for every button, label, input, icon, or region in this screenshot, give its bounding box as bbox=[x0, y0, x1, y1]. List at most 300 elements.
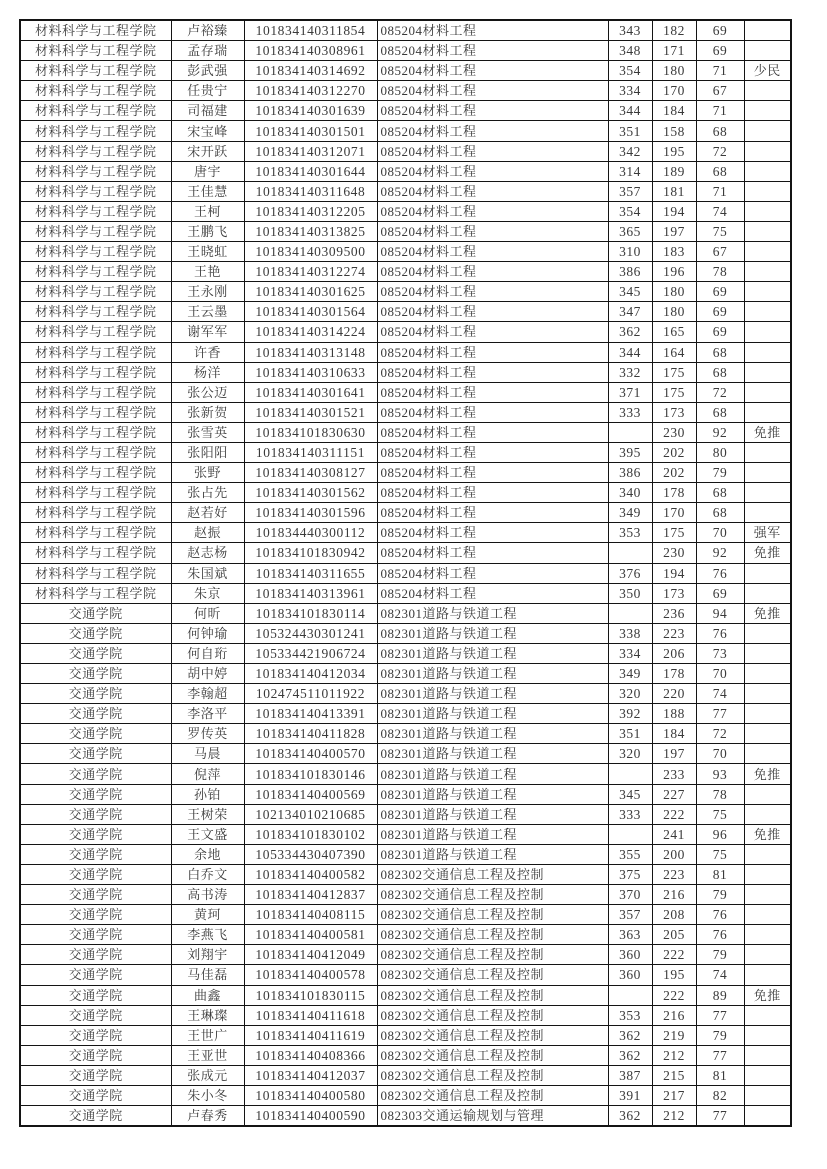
cell-remark: 免推 bbox=[744, 422, 791, 442]
cell-name: 张雪英 bbox=[171, 422, 244, 442]
cell-score-3: 81 bbox=[696, 1065, 744, 1085]
cell-score-3: 72 bbox=[696, 382, 744, 402]
cell-score-1: 314 bbox=[608, 161, 652, 181]
cell-candidate-number: 101834140412837 bbox=[244, 885, 377, 905]
cell-score-2: 208 bbox=[652, 905, 696, 925]
cell-remark bbox=[744, 282, 791, 302]
cell-score-3: 68 bbox=[696, 161, 744, 181]
cell-remark bbox=[744, 322, 791, 342]
cell-college: 交通学院 bbox=[20, 1085, 171, 1105]
cell-major: 082302交通信息工程及控制 bbox=[377, 925, 608, 945]
cell-candidate-number: 101834140412037 bbox=[244, 1065, 377, 1085]
cell-name: 王晓虹 bbox=[171, 242, 244, 262]
cell-name: 朱京 bbox=[171, 583, 244, 603]
cell-name: 宋宝峰 bbox=[171, 121, 244, 141]
cell-candidate-number: 101834140412049 bbox=[244, 945, 377, 965]
cell-college: 交通学院 bbox=[20, 945, 171, 965]
cell-name: 马佳磊 bbox=[171, 965, 244, 985]
cell-score-2: 183 bbox=[652, 242, 696, 262]
table-row bbox=[20, 342, 791, 362]
cell-score-2: 173 bbox=[652, 402, 696, 422]
table-row bbox=[20, 905, 791, 925]
cell-name: 卢裕臻 bbox=[171, 20, 244, 41]
table-row bbox=[20, 945, 791, 965]
cell-name: 白乔文 bbox=[171, 864, 244, 884]
cell-score-1: 386 bbox=[608, 262, 652, 282]
table-row bbox=[20, 61, 791, 81]
cell-major: 082302交通信息工程及控制 bbox=[377, 864, 608, 884]
cell-score-1: 362 bbox=[608, 322, 652, 342]
cell-remark: 免推 bbox=[744, 543, 791, 563]
cell-score-1: 333 bbox=[608, 402, 652, 422]
cell-major: 082302交通信息工程及控制 bbox=[377, 985, 608, 1005]
cell-major: 085204材料工程 bbox=[377, 422, 608, 442]
cell-major: 082301道路与铁道工程 bbox=[377, 744, 608, 764]
cell-college: 材料科学与工程学院 bbox=[20, 221, 171, 241]
cell-remark bbox=[744, 302, 791, 322]
table-row bbox=[20, 81, 791, 101]
cell-major: 085204材料工程 bbox=[377, 201, 608, 221]
cell-candidate-number: 101834140400581 bbox=[244, 925, 377, 945]
cell-candidate-number: 101834140301625 bbox=[244, 282, 377, 302]
cell-candidate-number: 101834140312274 bbox=[244, 262, 377, 282]
cell-name: 彭武强 bbox=[171, 61, 244, 81]
cell-score-2: 212 bbox=[652, 1106, 696, 1127]
cell-name: 余地 bbox=[171, 844, 244, 864]
cell-score-1: 310 bbox=[608, 242, 652, 262]
cell-candidate-number: 105334421906724 bbox=[244, 643, 377, 663]
table-row bbox=[20, 503, 791, 523]
cell-major: 085204材料工程 bbox=[377, 81, 608, 101]
cell-score-2: 219 bbox=[652, 1025, 696, 1045]
cell-college: 交通学院 bbox=[20, 704, 171, 724]
cell-score-2: 227 bbox=[652, 784, 696, 804]
cell-name: 赵志杨 bbox=[171, 543, 244, 563]
cell-name: 唐宇 bbox=[171, 161, 244, 181]
cell-score-2: 202 bbox=[652, 463, 696, 483]
cell-college: 交通学院 bbox=[20, 744, 171, 764]
cell-score-3: 77 bbox=[696, 1106, 744, 1127]
cell-candidate-number: 101834140301639 bbox=[244, 101, 377, 121]
cell-college: 交通学院 bbox=[20, 824, 171, 844]
cell-score-3: 69 bbox=[696, 41, 744, 61]
cell-score-3: 68 bbox=[696, 503, 744, 523]
cell-name: 何钟瑜 bbox=[171, 623, 244, 643]
cell-remark bbox=[744, 242, 791, 262]
cell-score-2: 188 bbox=[652, 704, 696, 724]
cell-candidate-number: 101834140400590 bbox=[244, 1106, 377, 1127]
cell-major: 082301道路与铁道工程 bbox=[377, 724, 608, 744]
cell-score-1: 320 bbox=[608, 744, 652, 764]
cell-score-1 bbox=[608, 764, 652, 784]
cell-name: 张新贺 bbox=[171, 402, 244, 422]
cell-college: 材料科学与工程学院 bbox=[20, 503, 171, 523]
cell-name: 王鹏飞 bbox=[171, 221, 244, 241]
cell-remark bbox=[744, 41, 791, 61]
cell-remark: 免推 bbox=[744, 824, 791, 844]
cell-major: 082302交通信息工程及控制 bbox=[377, 945, 608, 965]
cell-remark bbox=[744, 1045, 791, 1065]
cell-score-1: 387 bbox=[608, 1065, 652, 1085]
cell-college: 交通学院 bbox=[20, 643, 171, 663]
cell-remark bbox=[744, 744, 791, 764]
cell-score-3: 68 bbox=[696, 402, 744, 422]
cell-score-3: 75 bbox=[696, 221, 744, 241]
cell-college: 材料科学与工程学院 bbox=[20, 121, 171, 141]
cell-score-3: 69 bbox=[696, 282, 744, 302]
cell-score-2: 165 bbox=[652, 322, 696, 342]
table-row bbox=[20, 322, 791, 342]
cell-score-1 bbox=[608, 422, 652, 442]
cell-score-1: 320 bbox=[608, 684, 652, 704]
cell-score-3: 94 bbox=[696, 603, 744, 623]
cell-score-2: 217 bbox=[652, 1085, 696, 1105]
table-row bbox=[20, 382, 791, 402]
table-row bbox=[20, 101, 791, 121]
cell-candidate-number: 101834140400570 bbox=[244, 744, 377, 764]
cell-major: 085204材料工程 bbox=[377, 563, 608, 583]
cell-score-3: 89 bbox=[696, 985, 744, 1005]
cell-college: 材料科学与工程学院 bbox=[20, 442, 171, 462]
cell-score-2: 216 bbox=[652, 1005, 696, 1025]
table-row bbox=[20, 885, 791, 905]
table-row bbox=[20, 463, 791, 483]
cell-score-2: 233 bbox=[652, 764, 696, 784]
cell-candidate-number: 101834140412034 bbox=[244, 664, 377, 684]
cell-remark bbox=[744, 221, 791, 241]
cell-remark bbox=[744, 442, 791, 462]
cell-candidate-number: 101834140314692 bbox=[244, 61, 377, 81]
cell-score-2: 220 bbox=[652, 684, 696, 704]
cell-score-1: 357 bbox=[608, 181, 652, 201]
cell-score-2: 178 bbox=[652, 664, 696, 684]
cell-score-1: 353 bbox=[608, 1005, 652, 1025]
cell-score-3: 76 bbox=[696, 905, 744, 925]
cell-college: 材料科学与工程学院 bbox=[20, 342, 171, 362]
cell-name: 朱小冬 bbox=[171, 1085, 244, 1105]
cell-name: 王佳慧 bbox=[171, 181, 244, 201]
cell-score-2: 215 bbox=[652, 1065, 696, 1085]
table-row bbox=[20, 623, 791, 643]
cell-candidate-number: 101834140400569 bbox=[244, 784, 377, 804]
cell-college: 材料科学与工程学院 bbox=[20, 20, 171, 41]
cell-score-3: 92 bbox=[696, 543, 744, 563]
cell-major: 085204材料工程 bbox=[377, 543, 608, 563]
cell-college: 交通学院 bbox=[20, 764, 171, 784]
cell-name: 黄珂 bbox=[171, 905, 244, 925]
cell-college: 材料科学与工程学院 bbox=[20, 61, 171, 81]
cell-score-2: 195 bbox=[652, 141, 696, 161]
cell-remark bbox=[744, 864, 791, 884]
cell-score-1: 392 bbox=[608, 704, 652, 724]
cell-name: 刘翔宇 bbox=[171, 945, 244, 965]
cell-score-3: 76 bbox=[696, 563, 744, 583]
cell-major: 085204材料工程 bbox=[377, 101, 608, 121]
cell-score-1: 375 bbox=[608, 864, 652, 884]
cell-college: 交通学院 bbox=[20, 603, 171, 623]
cell-name: 张成元 bbox=[171, 1065, 244, 1085]
cell-score-2: 170 bbox=[652, 503, 696, 523]
cell-major: 082302交通信息工程及控制 bbox=[377, 1025, 608, 1045]
cell-score-1: 334 bbox=[608, 643, 652, 663]
cell-remark: 免推 bbox=[744, 764, 791, 784]
table-row bbox=[20, 262, 791, 282]
cell-major: 085204材料工程 bbox=[377, 483, 608, 503]
cell-score-1: 351 bbox=[608, 724, 652, 744]
cell-college: 交通学院 bbox=[20, 905, 171, 925]
table-row bbox=[20, 1005, 791, 1025]
cell-candidate-number: 101834140308961 bbox=[244, 41, 377, 61]
cell-score-3: 76 bbox=[696, 623, 744, 643]
cell-candidate-number: 101834140301644 bbox=[244, 161, 377, 181]
table-row bbox=[20, 402, 791, 422]
cell-college: 交通学院 bbox=[20, 1045, 171, 1065]
table-row bbox=[20, 242, 791, 262]
cell-college: 材料科学与工程学院 bbox=[20, 262, 171, 282]
cell-name: 孙铂 bbox=[171, 784, 244, 804]
cell-score-1: 360 bbox=[608, 965, 652, 985]
cell-score-3: 71 bbox=[696, 61, 744, 81]
cell-candidate-number: 102474511011922 bbox=[244, 684, 377, 704]
cell-score-3: 70 bbox=[696, 744, 744, 764]
table-row bbox=[20, 181, 791, 201]
cell-score-1: 342 bbox=[608, 141, 652, 161]
cell-college: 材料科学与工程学院 bbox=[20, 322, 171, 342]
cell-college: 材料科学与工程学院 bbox=[20, 81, 171, 101]
cell-name: 张野 bbox=[171, 463, 244, 483]
cell-major: 082301道路与铁道工程 bbox=[377, 764, 608, 784]
cell-candidate-number: 101834140311854 bbox=[244, 20, 377, 41]
cell-candidate-number: 101834101830146 bbox=[244, 764, 377, 784]
cell-candidate-number: 101834140309500 bbox=[244, 242, 377, 262]
cell-candidate-number: 101834140411828 bbox=[244, 724, 377, 744]
cell-name: 张阳阳 bbox=[171, 442, 244, 462]
admission-results-table bbox=[19, 19, 792, 1127]
cell-major: 082302交通信息工程及控制 bbox=[377, 965, 608, 985]
cell-name: 王文盛 bbox=[171, 824, 244, 844]
table-row bbox=[20, 804, 791, 824]
cell-college: 交通学院 bbox=[20, 965, 171, 985]
cell-remark bbox=[744, 844, 791, 864]
table-row bbox=[20, 603, 791, 623]
cell-remark bbox=[744, 1106, 791, 1127]
cell-score-1: 333 bbox=[608, 804, 652, 824]
cell-score-2: 212 bbox=[652, 1045, 696, 1065]
cell-college: 交通学院 bbox=[20, 664, 171, 684]
cell-college: 交通学院 bbox=[20, 1025, 171, 1045]
cell-score-1: 347 bbox=[608, 302, 652, 322]
cell-score-2: 175 bbox=[652, 523, 696, 543]
cell-remark bbox=[744, 905, 791, 925]
cell-score-3: 74 bbox=[696, 684, 744, 704]
cell-major: 085204材料工程 bbox=[377, 41, 608, 61]
table-row bbox=[20, 422, 791, 442]
cell-candidate-number: 101834140313148 bbox=[244, 342, 377, 362]
cell-major: 085204材料工程 bbox=[377, 302, 608, 322]
cell-score-3: 96 bbox=[696, 824, 744, 844]
table-row bbox=[20, 1025, 791, 1045]
cell-score-2: 205 bbox=[652, 925, 696, 945]
cell-name: 高书涛 bbox=[171, 885, 244, 905]
cell-college: 交通学院 bbox=[20, 1106, 171, 1127]
cell-score-2: 197 bbox=[652, 221, 696, 241]
cell-score-1: 350 bbox=[608, 583, 652, 603]
cell-score-3: 81 bbox=[696, 864, 744, 884]
cell-college: 材料科学与工程学院 bbox=[20, 242, 171, 262]
cell-score-2: 196 bbox=[652, 262, 696, 282]
cell-remark bbox=[744, 1025, 791, 1045]
cell-major: 082301道路与铁道工程 bbox=[377, 623, 608, 643]
cell-candidate-number: 101834101830630 bbox=[244, 422, 377, 442]
cell-score-3: 74 bbox=[696, 965, 744, 985]
cell-score-1: 386 bbox=[608, 463, 652, 483]
cell-score-3: 70 bbox=[696, 523, 744, 543]
cell-score-3: 77 bbox=[696, 1045, 744, 1065]
cell-remark bbox=[744, 623, 791, 643]
cell-candidate-number: 101834140301501 bbox=[244, 121, 377, 141]
cell-major: 085204材料工程 bbox=[377, 181, 608, 201]
cell-remark bbox=[744, 20, 791, 41]
cell-remark: 少民 bbox=[744, 61, 791, 81]
cell-score-2: 178 bbox=[652, 483, 696, 503]
cell-college: 材料科学与工程学院 bbox=[20, 161, 171, 181]
cell-remark bbox=[744, 563, 791, 583]
cell-remark bbox=[744, 161, 791, 181]
cell-score-2: 189 bbox=[652, 161, 696, 181]
cell-remark bbox=[744, 503, 791, 523]
cell-remark: 免推 bbox=[744, 985, 791, 1005]
cell-candidate-number: 101834140313961 bbox=[244, 583, 377, 603]
cell-candidate-number: 105334430407390 bbox=[244, 844, 377, 864]
cell-college: 材料科学与工程学院 bbox=[20, 463, 171, 483]
cell-candidate-number: 101834140301564 bbox=[244, 302, 377, 322]
cell-score-2: 236 bbox=[652, 603, 696, 623]
cell-name: 王柯 bbox=[171, 201, 244, 221]
cell-candidate-number: 101834140310633 bbox=[244, 362, 377, 382]
cell-major: 085204材料工程 bbox=[377, 322, 608, 342]
cell-major: 085204材料工程 bbox=[377, 262, 608, 282]
cell-candidate-number: 101834140411619 bbox=[244, 1025, 377, 1045]
cell-score-2: 202 bbox=[652, 442, 696, 462]
cell-candidate-number: 105324430301241 bbox=[244, 623, 377, 643]
table-row bbox=[20, 161, 791, 181]
cell-remark bbox=[744, 483, 791, 503]
cell-college: 材料科学与工程学院 bbox=[20, 422, 171, 442]
cell-major: 085204材料工程 bbox=[377, 141, 608, 161]
cell-score-3: 68 bbox=[696, 362, 744, 382]
cell-major: 085204材料工程 bbox=[377, 221, 608, 241]
table-row bbox=[20, 201, 791, 221]
cell-name: 宋开跃 bbox=[171, 141, 244, 161]
cell-college: 材料科学与工程学院 bbox=[20, 201, 171, 221]
cell-score-2: 173 bbox=[652, 583, 696, 603]
cell-score-3: 71 bbox=[696, 181, 744, 201]
cell-remark bbox=[744, 885, 791, 905]
cell-college: 材料科学与工程学院 bbox=[20, 101, 171, 121]
cell-score-3: 79 bbox=[696, 1025, 744, 1045]
cell-score-1 bbox=[608, 824, 652, 844]
cell-candidate-number: 101834140400580 bbox=[244, 1085, 377, 1105]
cell-score-1: 351 bbox=[608, 121, 652, 141]
cell-score-2: 194 bbox=[652, 201, 696, 221]
cell-name: 王琳璨 bbox=[171, 1005, 244, 1025]
cell-score-3: 71 bbox=[696, 101, 744, 121]
cell-major: 085204材料工程 bbox=[377, 382, 608, 402]
cell-college: 材料科学与工程学院 bbox=[20, 181, 171, 201]
cell-score-1: 348 bbox=[608, 41, 652, 61]
table-row bbox=[20, 583, 791, 603]
cell-score-1: 344 bbox=[608, 342, 652, 362]
cell-major: 082302交通信息工程及控制 bbox=[377, 1085, 608, 1105]
cell-name: 杨洋 bbox=[171, 362, 244, 382]
cell-major: 082302交通信息工程及控制 bbox=[377, 905, 608, 925]
cell-score-2: 197 bbox=[652, 744, 696, 764]
cell-remark bbox=[744, 1065, 791, 1085]
cell-remark bbox=[744, 925, 791, 945]
cell-score-2: 230 bbox=[652, 543, 696, 563]
cell-score-1: 343 bbox=[608, 20, 652, 41]
cell-remark bbox=[744, 583, 791, 603]
cell-name: 赵若好 bbox=[171, 503, 244, 523]
cell-college: 材料科学与工程学院 bbox=[20, 402, 171, 422]
cell-candidate-number: 101834140314224 bbox=[244, 322, 377, 342]
cell-candidate-number: 101834140301641 bbox=[244, 382, 377, 402]
cell-name: 孟存瑞 bbox=[171, 41, 244, 61]
table-row bbox=[20, 824, 791, 844]
cell-major: 085204材料工程 bbox=[377, 442, 608, 462]
cell-remark bbox=[744, 664, 791, 684]
cell-score-1: 344 bbox=[608, 101, 652, 121]
table-row bbox=[20, 282, 791, 302]
cell-score-1: 371 bbox=[608, 382, 652, 402]
cell-score-2: 180 bbox=[652, 302, 696, 322]
cell-candidate-number: 101834140301521 bbox=[244, 402, 377, 422]
cell-name: 何自珩 bbox=[171, 643, 244, 663]
cell-score-2: 182 bbox=[652, 20, 696, 41]
cell-candidate-number: 101834140311655 bbox=[244, 563, 377, 583]
cell-name: 李洛平 bbox=[171, 704, 244, 724]
table-row bbox=[20, 1085, 791, 1105]
table-row bbox=[20, 523, 791, 543]
cell-score-2: 222 bbox=[652, 804, 696, 824]
cell-score-3: 78 bbox=[696, 262, 744, 282]
cell-college: 材料科学与工程学院 bbox=[20, 382, 171, 402]
cell-college: 材料科学与工程学院 bbox=[20, 523, 171, 543]
cell-score-1: 353 bbox=[608, 523, 652, 543]
cell-remark bbox=[744, 81, 791, 101]
cell-remark bbox=[744, 965, 791, 985]
cell-candidate-number: 101834140311648 bbox=[244, 181, 377, 201]
cell-college: 材料科学与工程学院 bbox=[20, 302, 171, 322]
cell-score-2: 223 bbox=[652, 623, 696, 643]
cell-college: 材料科学与工程学院 bbox=[20, 41, 171, 61]
table-row bbox=[20, 302, 791, 322]
cell-remark bbox=[744, 362, 791, 382]
cell-score-3: 93 bbox=[696, 764, 744, 784]
cell-college: 材料科学与工程学院 bbox=[20, 543, 171, 563]
cell-remark bbox=[744, 684, 791, 704]
cell-score-3: 74 bbox=[696, 201, 744, 221]
cell-name: 马晨 bbox=[171, 744, 244, 764]
cell-name: 倪萍 bbox=[171, 764, 244, 784]
cell-score-2: 184 bbox=[652, 101, 696, 121]
cell-remark bbox=[744, 101, 791, 121]
cell-score-2: 223 bbox=[652, 864, 696, 884]
cell-college: 材料科学与工程学院 bbox=[20, 141, 171, 161]
cell-name: 朱国斌 bbox=[171, 563, 244, 583]
cell-name: 司福建 bbox=[171, 101, 244, 121]
table-row bbox=[20, 664, 791, 684]
